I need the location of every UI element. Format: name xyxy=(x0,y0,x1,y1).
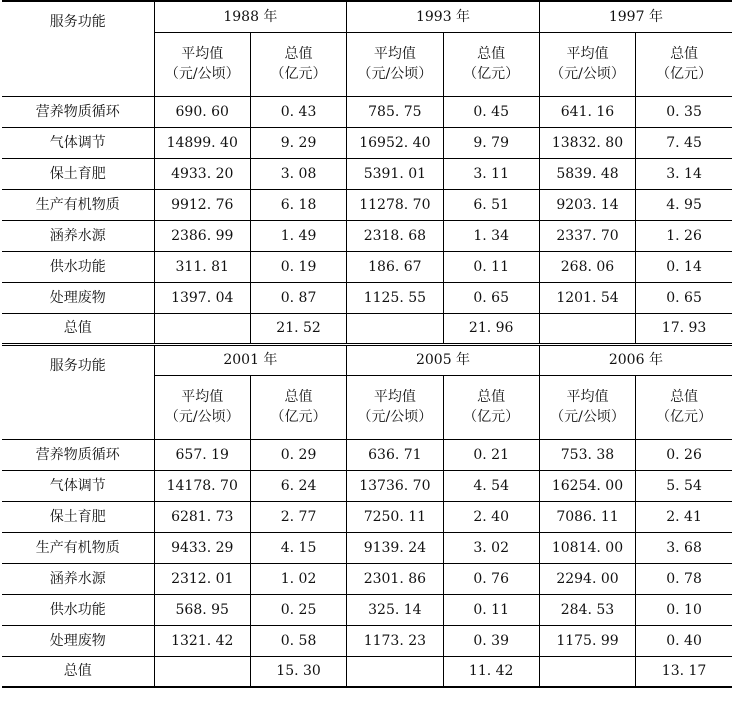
avg-value-header xyxy=(539,32,635,96)
avg-value-cell: 5391. 01 xyxy=(347,158,443,189)
avg-value-cell: 1201. 54 xyxy=(539,282,635,313)
avg-value-cell: 641. 16 xyxy=(539,96,635,127)
year-header: 1993 年 xyxy=(347,1,540,32)
grand-total-cell: 11. 42 xyxy=(443,656,539,687)
total-value-cell: 0. 39 xyxy=(443,625,539,656)
avg-value-cell: 5839. 48 xyxy=(539,158,635,189)
avg-value-label: 平均值 xyxy=(181,46,224,62)
total-value-cell: 4. 15 xyxy=(250,532,346,563)
avg-value-cell: 9433. 29 xyxy=(154,532,250,563)
year-header: 2006 年 xyxy=(539,344,732,375)
avg-value-cell: 1321. 42 xyxy=(154,625,250,656)
avg-value-cell: 2337. 70 xyxy=(539,220,635,251)
total-value-cell: 0. 65 xyxy=(636,282,732,313)
avg-value-cell: 268. 06 xyxy=(539,251,635,282)
total-value-cell: 1. 49 xyxy=(250,220,346,251)
total-value-cell: 0. 35 xyxy=(636,96,732,127)
avg-value-cell: 2301. 86 xyxy=(347,563,443,594)
total-value-cell: 0. 29 xyxy=(250,439,346,470)
avg-value-cell: 311. 81 xyxy=(154,251,250,282)
total-value-label: 总值 xyxy=(284,46,313,62)
grand-total-cell: 17. 93 xyxy=(636,313,732,344)
avg-value-unit: （元/公顷） xyxy=(550,409,625,425)
year-header: 2001 年 xyxy=(154,344,347,375)
year-header: 1988 年 xyxy=(154,1,347,32)
avg-value-cell: 10814. 00 xyxy=(539,532,635,563)
total-value-cell: 0. 58 xyxy=(250,625,346,656)
total-row-label: 总值 xyxy=(2,313,154,344)
avg-value-cell: 7250. 11 xyxy=(347,501,443,532)
total-value-label: 总值 xyxy=(477,389,506,405)
avg-value-cell: 1125. 55 xyxy=(347,282,443,313)
grand-total-cell: 21. 52 xyxy=(250,313,346,344)
total-value-cell: 9. 29 xyxy=(250,127,346,158)
total-value-header xyxy=(250,32,346,96)
service-function-name: 营养物质循环 xyxy=(2,96,154,127)
total-row-label: 总值 xyxy=(2,656,154,687)
total-value-cell: 0. 26 xyxy=(636,439,732,470)
avg-value-cell: 2312. 01 xyxy=(154,563,250,594)
avg-value-cell: 14899. 40 xyxy=(154,127,250,158)
total-value-cell: 2. 40 xyxy=(443,501,539,532)
total-value-cell: 0. 25 xyxy=(250,594,346,625)
total-value-cell: 5. 54 xyxy=(636,470,732,501)
total-value-cell: 0. 21 xyxy=(443,439,539,470)
total-value-header xyxy=(636,32,732,96)
service-function-header: 服务功能 xyxy=(2,1,154,96)
empty-cell xyxy=(347,313,443,344)
year-header: 2005 年 xyxy=(347,344,540,375)
avg-value-cell: 9912. 76 xyxy=(154,189,250,220)
table-row xyxy=(2,189,732,220)
service-function-name: 营养物质循环 xyxy=(2,439,154,470)
total-value-cell: 0. 19 xyxy=(250,251,346,282)
total-value-cell: 1. 02 xyxy=(250,563,346,594)
avg-value-cell: 2294. 00 xyxy=(539,563,635,594)
total-value-cell: 0. 87 xyxy=(250,282,346,313)
total-value-cell: 3. 08 xyxy=(250,158,346,189)
total-value-cell: 0. 43 xyxy=(250,96,346,127)
avg-value-cell: 785. 75 xyxy=(347,96,443,127)
total-row xyxy=(2,656,732,687)
year-header: 1997 年 xyxy=(539,1,732,32)
service-function-header: 服务功能 xyxy=(2,344,154,439)
table-row xyxy=(2,532,732,563)
avg-value-cell: 6281. 73 xyxy=(154,501,250,532)
avg-value-unit: （元/公顷） xyxy=(357,409,433,425)
table-row xyxy=(2,251,732,282)
avg-value-header xyxy=(154,375,250,439)
total-value-cell: 1. 34 xyxy=(443,220,539,251)
avg-value-cell: 753. 38 xyxy=(539,439,635,470)
grand-total-cell: 15. 30 xyxy=(250,656,346,687)
total-value-unit: （亿元） xyxy=(270,409,327,425)
grand-total-cell: 21. 96 xyxy=(443,313,539,344)
avg-value-label: 平均值 xyxy=(373,46,416,62)
total-value-cell: 0. 10 xyxy=(636,594,732,625)
total-value-label: 总值 xyxy=(670,46,699,62)
avg-value-cell: 16254. 00 xyxy=(539,470,635,501)
avg-value-cell: 7086. 11 xyxy=(539,501,635,532)
table-row xyxy=(2,594,732,625)
avg-value-cell: 2318. 68 xyxy=(347,220,443,251)
total-value-header xyxy=(443,32,539,96)
table-row xyxy=(2,282,732,313)
total-value-unit: （亿元） xyxy=(463,409,520,425)
table-row xyxy=(2,470,732,501)
service-function-name: 生产有机物质 xyxy=(2,532,154,563)
avg-value-cell: 14178. 70 xyxy=(154,470,250,501)
service-function-name: 涵养水源 xyxy=(2,220,154,251)
avg-value-label: 平均值 xyxy=(181,389,224,405)
total-value-cell: 4. 95 xyxy=(636,189,732,220)
total-value-cell: 0. 11 xyxy=(443,594,539,625)
table-row xyxy=(2,127,732,158)
total-value-cell: 0. 78 xyxy=(636,563,732,594)
total-value-cell: 3. 68 xyxy=(636,532,732,563)
total-value-header xyxy=(250,375,346,439)
empty-cell xyxy=(154,313,250,344)
avg-value-cell: 11278. 70 xyxy=(347,189,443,220)
total-value-label: 总值 xyxy=(477,46,506,62)
avg-value-label: 平均值 xyxy=(566,46,609,62)
avg-value-label: 平均值 xyxy=(566,389,609,405)
total-value-cell: 0. 40 xyxy=(636,625,732,656)
service-function-name: 处理废物 xyxy=(2,282,154,313)
total-value-cell: 0. 45 xyxy=(443,96,539,127)
total-value-unit: （亿元） xyxy=(656,409,713,425)
service-function-name: 保土育肥 xyxy=(2,158,154,189)
table-row xyxy=(2,439,732,470)
avg-value-cell: 568. 95 xyxy=(154,594,250,625)
avg-value-unit: （元/公顷） xyxy=(164,66,240,82)
avg-value-cell: 13736. 70 xyxy=(347,470,443,501)
service-function-name: 处理废物 xyxy=(2,625,154,656)
empty-cell xyxy=(154,656,250,687)
total-value-cell: 0. 76 xyxy=(443,563,539,594)
total-value-cell: 9. 79 xyxy=(443,127,539,158)
total-value-cell: 4. 54 xyxy=(443,470,539,501)
avg-value-cell: 4933. 20 xyxy=(154,158,250,189)
table-row xyxy=(2,501,732,532)
table-row xyxy=(2,158,732,189)
total-value-cell: 3. 14 xyxy=(636,158,732,189)
empty-cell xyxy=(539,656,635,687)
empty-cell xyxy=(539,313,635,344)
total-value-cell: 6. 18 xyxy=(250,189,346,220)
total-value-cell: 3. 11 xyxy=(443,158,539,189)
avg-value-cell: 1175. 99 xyxy=(539,625,635,656)
avg-value-cell: 1397. 04 xyxy=(154,282,250,313)
avg-value-unit: （元/公顷） xyxy=(164,409,240,425)
grand-total-cell: 13. 17 xyxy=(636,656,732,687)
total-value-cell: 3. 02 xyxy=(443,532,539,563)
empty-cell xyxy=(347,656,443,687)
year-header-row xyxy=(2,344,732,375)
total-value-label: 总值 xyxy=(284,389,313,405)
avg-value-cell: 284. 53 xyxy=(539,594,635,625)
total-value-cell: 6. 51 xyxy=(443,189,539,220)
service-function-name: 保土育肥 xyxy=(2,501,154,532)
table-row xyxy=(2,625,732,656)
service-function-name: 气体调节 xyxy=(2,470,154,501)
total-row xyxy=(2,313,732,344)
total-value-cell: 2. 41 xyxy=(636,501,732,532)
total-value-unit: （亿元） xyxy=(463,66,520,82)
avg-value-cell: 9203. 14 xyxy=(539,189,635,220)
total-value-header xyxy=(443,375,539,439)
avg-value-cell: 1173. 23 xyxy=(347,625,443,656)
table-row xyxy=(2,96,732,127)
avg-value-unit: （元/公顷） xyxy=(550,66,625,82)
service-function-name: 涵养水源 xyxy=(2,563,154,594)
total-value-label: 总值 xyxy=(670,389,699,405)
service-function-name: 生产有机物质 xyxy=(2,189,154,220)
avg-value-cell: 13832. 80 xyxy=(539,127,635,158)
avg-value-label: 平均值 xyxy=(373,389,416,405)
avg-value-header xyxy=(347,32,443,96)
service-function-name: 供水功能 xyxy=(2,251,154,282)
service-function-name: 气体调节 xyxy=(2,127,154,158)
avg-value-cell: 690. 60 xyxy=(154,96,250,127)
avg-value-cell: 9139. 24 xyxy=(347,532,443,563)
table-row xyxy=(2,563,732,594)
table-row xyxy=(2,220,732,251)
total-value-cell: 1. 26 xyxy=(636,220,732,251)
avg-value-cell: 325. 14 xyxy=(347,594,443,625)
avg-value-header xyxy=(539,375,635,439)
total-value-cell: 2. 77 xyxy=(250,501,346,532)
total-value-header xyxy=(636,375,732,439)
total-value-cell: 0. 65 xyxy=(443,282,539,313)
avg-value-cell: 636. 71 xyxy=(347,439,443,470)
avg-value-cell: 186. 67 xyxy=(347,251,443,282)
avg-value-unit: （元/公顷） xyxy=(357,66,433,82)
total-value-cell: 6. 24 xyxy=(250,470,346,501)
total-value-cell: 0. 11 xyxy=(443,251,539,282)
ecosystem-service-value-table xyxy=(2,0,732,688)
avg-value-cell: 16952. 40 xyxy=(347,127,443,158)
avg-value-cell: 2386. 99 xyxy=(154,220,250,251)
total-value-unit: （亿元） xyxy=(270,66,327,82)
total-value-cell: 7. 45 xyxy=(636,127,732,158)
year-header-row xyxy=(2,1,732,32)
avg-value-header xyxy=(347,375,443,439)
total-value-unit: （亿元） xyxy=(656,66,713,82)
avg-value-header xyxy=(154,32,250,96)
total-value-cell: 0. 14 xyxy=(636,251,732,282)
service-function-name: 供水功能 xyxy=(2,594,154,625)
avg-value-cell: 657. 19 xyxy=(154,439,250,470)
